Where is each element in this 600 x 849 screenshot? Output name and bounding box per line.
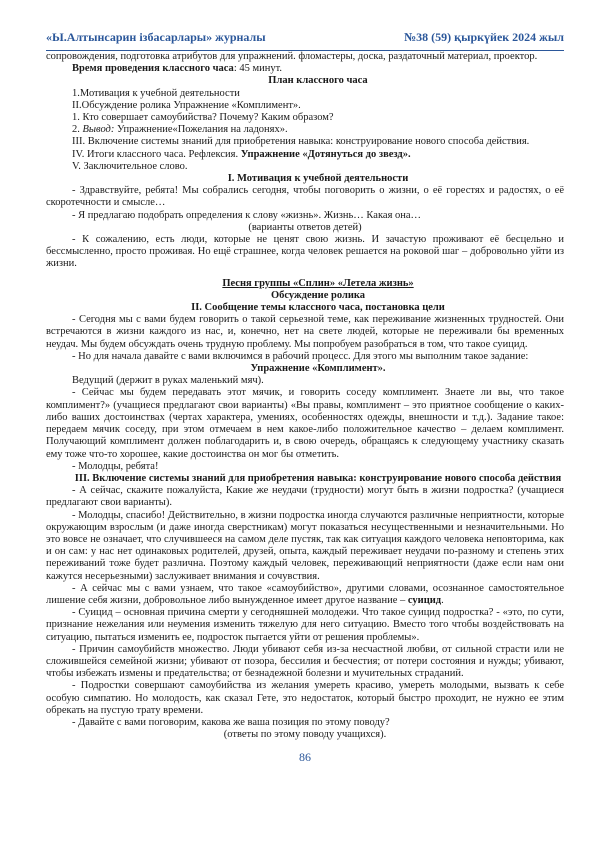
section2-heading: II. Сообщение темы классного часа, постановка цели xyxy=(191,302,445,314)
paragraph: - Но для начала давайте с вами включимся в рабочий процесс. Для этого мы выполним такое задание: xyxy=(72,350,529,362)
intro-continuation: сопровождения, подготовка атрибутов для упражнений. фломастеры, доска, раздаточный материал, проектор. xyxy=(46,51,538,62)
paragraph: - Подростки совершают самоубийства из желания умереть красиво, умереть молодыми, вызвать к себе особую симпатию. Но молодость, как сказал Гете, это недостаток, который быстро проходит, не нужно ее этим обрекать на пустую трату времени. xyxy=(46,680,564,716)
paragraph: - Причин самоубийств множество. Люди убивают себя из-за несчастной любви, от сильной страсти или не сложившейся семейной жизни; убивают от позора, бессилия и бесчестия; от потери состояния и нужды; убивают, чтобы избежать измены и предательства; от безнадежной болезни и мучительных страданий. xyxy=(46,643,564,680)
duration-label: Время проведения классного часа xyxy=(72,63,234,75)
duration-value: : 45 минут. xyxy=(233,63,283,75)
page-header xyxy=(46,30,564,51)
paragraph: - А сейчас, скажите пожалуйста, Какие же неудачи (трудности) могут быть в жизни подростка? (учащиеся предлагают свои варианты). xyxy=(46,485,564,509)
song-title: Песня группы «Сплин» «Летела жизнь» xyxy=(222,277,414,289)
paragraph: - Здравствуйте, ребята! Мы собрались сегодня, чтобы поговорить о жизни, о её горестях и радостях, о её скоротечности и смысле… xyxy=(46,185,564,209)
term-suicide: суицид xyxy=(407,594,442,606)
section3-heading: III. Включение системы знаний для приобретения навыка: конструирование нового способа действия xyxy=(74,472,562,484)
plan-item: V. Заключительное слово. xyxy=(72,160,188,172)
stage-note: (ответы по этому поводу учащихся). xyxy=(223,729,387,741)
page-number: 86 xyxy=(299,750,311,765)
song-block xyxy=(46,278,564,302)
lesson-duration xyxy=(46,63,564,75)
paragraph: - Давайте с вами поговорим, какова же ваша позиция по этому поводу? xyxy=(72,716,390,728)
stage-note: (варианты ответов детей) xyxy=(248,221,362,233)
section1-heading: I. Мотивация к учебной деятельности xyxy=(227,173,409,185)
paragraph: - Молодцы, спасибо! Действительно, в жизни подростка иногда случаются различные неприятности, которые окружающим взрослым (и даже иногда сверстникам) могут показаться несущественными и незначительными. Но это вовсе не означает, что случившееся на самом деле пустяк, так как ситуация каждого человека неповторима, как и он сам: у нас нет одинаковых родителей, друзей, опыта, каждый переживает неудачи по-разному и степень этих переживаний тоже будет различна. Поэтому каждый человек, переживающий неприятности (даже если нам они кажутся несерьезными) заслуживает внимания и сочувствия. xyxy=(46,509,564,582)
plan-item: IV. Итоги классного часа. Рефлексия. Упражнение «Дотянуться до звезд». xyxy=(72,148,411,160)
plan-item: III. Включение системы знаний для приобретения навыка: конструирование нового способа действия. xyxy=(72,136,530,148)
issue-info: №38 (59) қыркүйек 2024 жыл xyxy=(404,30,564,44)
song-subtitle: Обсуждение ролика xyxy=(270,289,366,301)
document-body xyxy=(46,51,564,741)
paragraph: - Сейчас мы будем передавать этот мячик, и говорить соседу комплимент. Знаете ли вы, что такое комплимент?» (учащиеся предлагают свои варианты) «Вы правы, комплимент – это приятное сообщение о каких-либо ваших достоинствах (чертах характера, умениях, особенностях одежды, внешности и т.д.). Задание такое: передаем мячик соседу, при этом отмечаем в нем какое-либо положительное качество – делаем комплимент. Получающий комплимент должен поблагодарить и, в свою очередь, обращаясь к следующему участнику сказать ему тоже что-то хорошее, какие достоинства он мог бы отметить. xyxy=(46,387,564,460)
paragraph: - Сегодня мы с вами будем говорить о такой серьезной теме, как переживание жизненных трудностей. Они встречаются в жизни каждого из нас, и, конечно, нет на свете людей, которые не переживали бы временных неудач. Мы будем обсуждать очень трудную проблему. Мы попробуем разобраться в том, что такое суицид. xyxy=(46,314,564,350)
journal-title: «Ы.Алтынсарин ізбасарлары» журналы xyxy=(46,30,266,44)
paragraph: - А сейчас мы с вами узнаем, что такое «самоубийство», другими словами, осознанное самостоятельное лишение себя жизни, добровольное либо вынужденное имеет другое название – суицид. xyxy=(46,582,564,606)
plan-title: План классного часа xyxy=(268,75,368,87)
plan-item: II.Обсуждение ролика Упражнение «Комплимент». xyxy=(72,99,301,111)
paragraph: - Я предлагаю подобрать определения к слову «жизнь». Жизнь… Какая она… xyxy=(72,209,422,221)
paragraph: Ведущий (держит в руках маленький мяч). xyxy=(72,375,264,387)
plan-item: 1. Кто совершает самоубийства? Почему? Каким образом? xyxy=(72,112,334,124)
paragraph: - Молодцы, ребята! xyxy=(72,460,159,472)
paragraph: - К сожалению, есть люди, которые не ценят свою жизнь. И зачастую проживают её бесцельно и бессмысленно, просто проживая. Но ещё страшнее, когда человек решается на роковой шаг – добровольно уйти из жизни. xyxy=(46,234,564,270)
exercise-title: Упражнение «Комплимент». xyxy=(250,363,386,375)
paragraph: - Суицид – основная причина смерти у сегодняшней молодежи. Что такое суицид подростка? - «это, по сути, признание нежелания или неумения изменить тяжелую для него ситуацию. Вместо того чтобы воздействовать на ситуацию, пытаться изменить ее, подросток пытается уйти от решения проблемы». xyxy=(46,607,564,643)
plan-item: 1.Мотивация к учебной деятельности xyxy=(72,87,240,99)
plan-item: 2. Вывод: Упражнение«Пожелания на ладонях». xyxy=(72,124,288,136)
